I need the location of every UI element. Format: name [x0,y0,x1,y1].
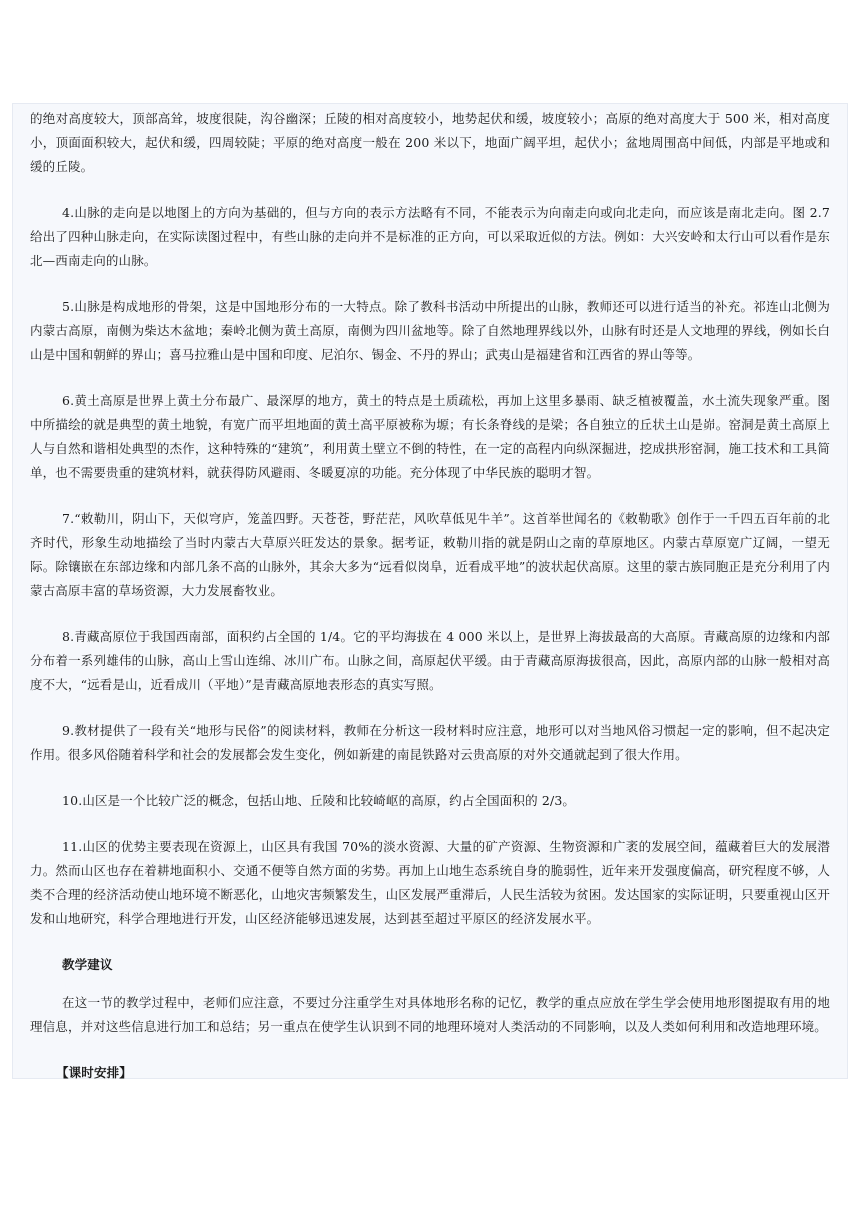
paragraph-4-mountain-direction: 4.山脉的走向是以地图上的方向为基础的，但与方向的表示方法略有不同，不能表示为向南走向或向北走向，而应该是南北走向。图 2.7 给出了四种山脉走向，在实际读图过程中，有些山脉的走向并不是标准的正方向，可以采取近似的方法。例如：大兴安岭和太行山可以看作是东北—西南走向的山脉。 [30,205,830,268]
paragraph-11-mountain-advantages: 11.山区的优势主要表现在资源上，山区具有我国 70%的淡水资源、大量的矿产资源、生物资源和广袤的发展空间，蕴藏着巨大的发展潜力。然而山区也存在着耕地面积小、交通不便等自然方面的劣势。再加上山地生态系统自身的脆弱性，近年来开发强度偏高，研究程度不够，人类不合理的经济活动使山地环境不断恶化，山地灾害频繁发生，山区发展严重滞后，人民生活较为贫困。发达国家的实际证明，只要重视山区开发和山地研究，科学合理地进行开发，山区经济能够迅速发展，达到甚至超过平原区的经济发展水平。 [30,839,830,926]
section-heading-class-schedule: 【课时安排】 [56,1065,132,1080]
paragraph-5-mountain-skeleton: 5.山脉是构成地形的骨架，这是中国地形分布的一大特点。除了教科书活动中所提出的山脉，教师还可以进行适当的补充。祁连山北侧为内蒙古高原，南侧为柴达木盆地；秦岭北侧为黄土高原，南侧为四川盆地等。除了自然地理界线以外，山脉有时还是人文地理的界线，例如长白山是中国和朝鲜的界山；喜马拉雅山是中国和印度、尼泊尔、锡金、不丹的界山；武夷山是福建省和江西省的界山等等。 [30,299,830,362]
paragraph-7-chilechuan: 7.“敕勒川，阴山下，天似穹庐，笼盖四野。天苍苍，野茫茫，风吹草低见牛羊”。这首举世闻名的《敕勒歌》创作于一千四五百年前的北齐时代，形象生动地描绘了当时内蒙古大草原兴旺发达的景象。据考证，敕勒川指的就是阴山之南的草原地区。内蒙古草原宽广辽阔，一望无际。除镶嵌在东部边缘和内部几条不高的山脉外，其余大多为“远看似岗阜，近看成平地”的波状起伏高原。这里的蒙古族同胞正是充分利用了内蒙古高原丰富的草场资源，大力发展畜牧业。 [30,511,830,598]
paragraph-10-mountain-area: 10.山区是一个比较广泛的概念，包括山地、丘陵和比较崎岖的高原，约占全国面积的 2/3。 [62,793,576,808]
paragraph-teaching-advice: 在这一节的教学过程中，老师们应注意，不要过分注重学生对具体地形名称的记忆，教学的重点应放在学生学会使用地形图提取有用的地理信息，并对这些信息进行加工和总结；另一重点在使学生认识到不同的地理环境对人类活动的不同影响，以及人类如何利用和改造地理环境。 [30,995,830,1034]
paragraph-6-loess-plateau: 6.黄土高原是世界上黄土分布最广、最深厚的地方，黄土的特点是土质疏松，再加上这里多暴雨、缺乏植被覆盖，水土流失现象严重。图中所描绘的就是典型的黄土地貌，有宽广而平坦地面的黄土高平原被称为塬；有长条脊线的是梁；各自独立的丘状土山是峁。窑洞是黄土高原上人与自然和谐相处典型的杰作，这种特殊的“建筑”，利用黄土壁立不倒的特性，在一定的高程内向纵深掘进，挖成拱形窑洞，施工技术和工具简单，也不需要贵重的建筑材料，就获得防风避雨、冬暖夏凉的功能。充分体现了中华民族的聪明才智。 [30,393,830,480]
paragraph-9-landform-customs: 9.教材提供了一段有关“地形与民俗”的阅读材料，教师在分析这一段材料时应注意，地形可以对当地风俗习惯起一定的影响，但不起决定作用。很多风俗随着科学和社会的发展都会发生变化，例如新建的南昆铁路对云贵高原的对外交通就起到了很大作用。 [30,723,830,762]
document-body [30,107,830,1099]
section-heading-teaching-advice: 教学建议 [62,957,113,972]
paragraph-8-qinghai-tibet: 8.青藏高原位于我国西南部，面积约占全国的 1/4。它的平均海拔在 4 000 米以上，是世界上海拔最高的大高原。青藏高原的边缘和内部分布着一系列雄伟的山脉，高山上雪山连绵、冰川广布。山脉之间，高原起伏平缓。由于青藏高原海拔很高，因此，高原内部的山脉一般相对高度不大，“远看是山，近看成川（平地）”是青藏高原地表形态的真实写照。 [30,629,830,692]
paragraph-landform-heights: 的绝对高度较大，顶部高耸，坡度很陡，沟谷幽深；丘陵的相对高度较小，地势起伏和缓，坡度较小；高原的绝对高度大于 500 米，相对高度小，顶面面积较大，起伏和缓，四周较陡；平原的绝对高度一般在 200 米以下，地面广阔平坦，起伏小；盆地周围高中间低，内部是平地或和缓的丘陵。 [30,111,830,174]
